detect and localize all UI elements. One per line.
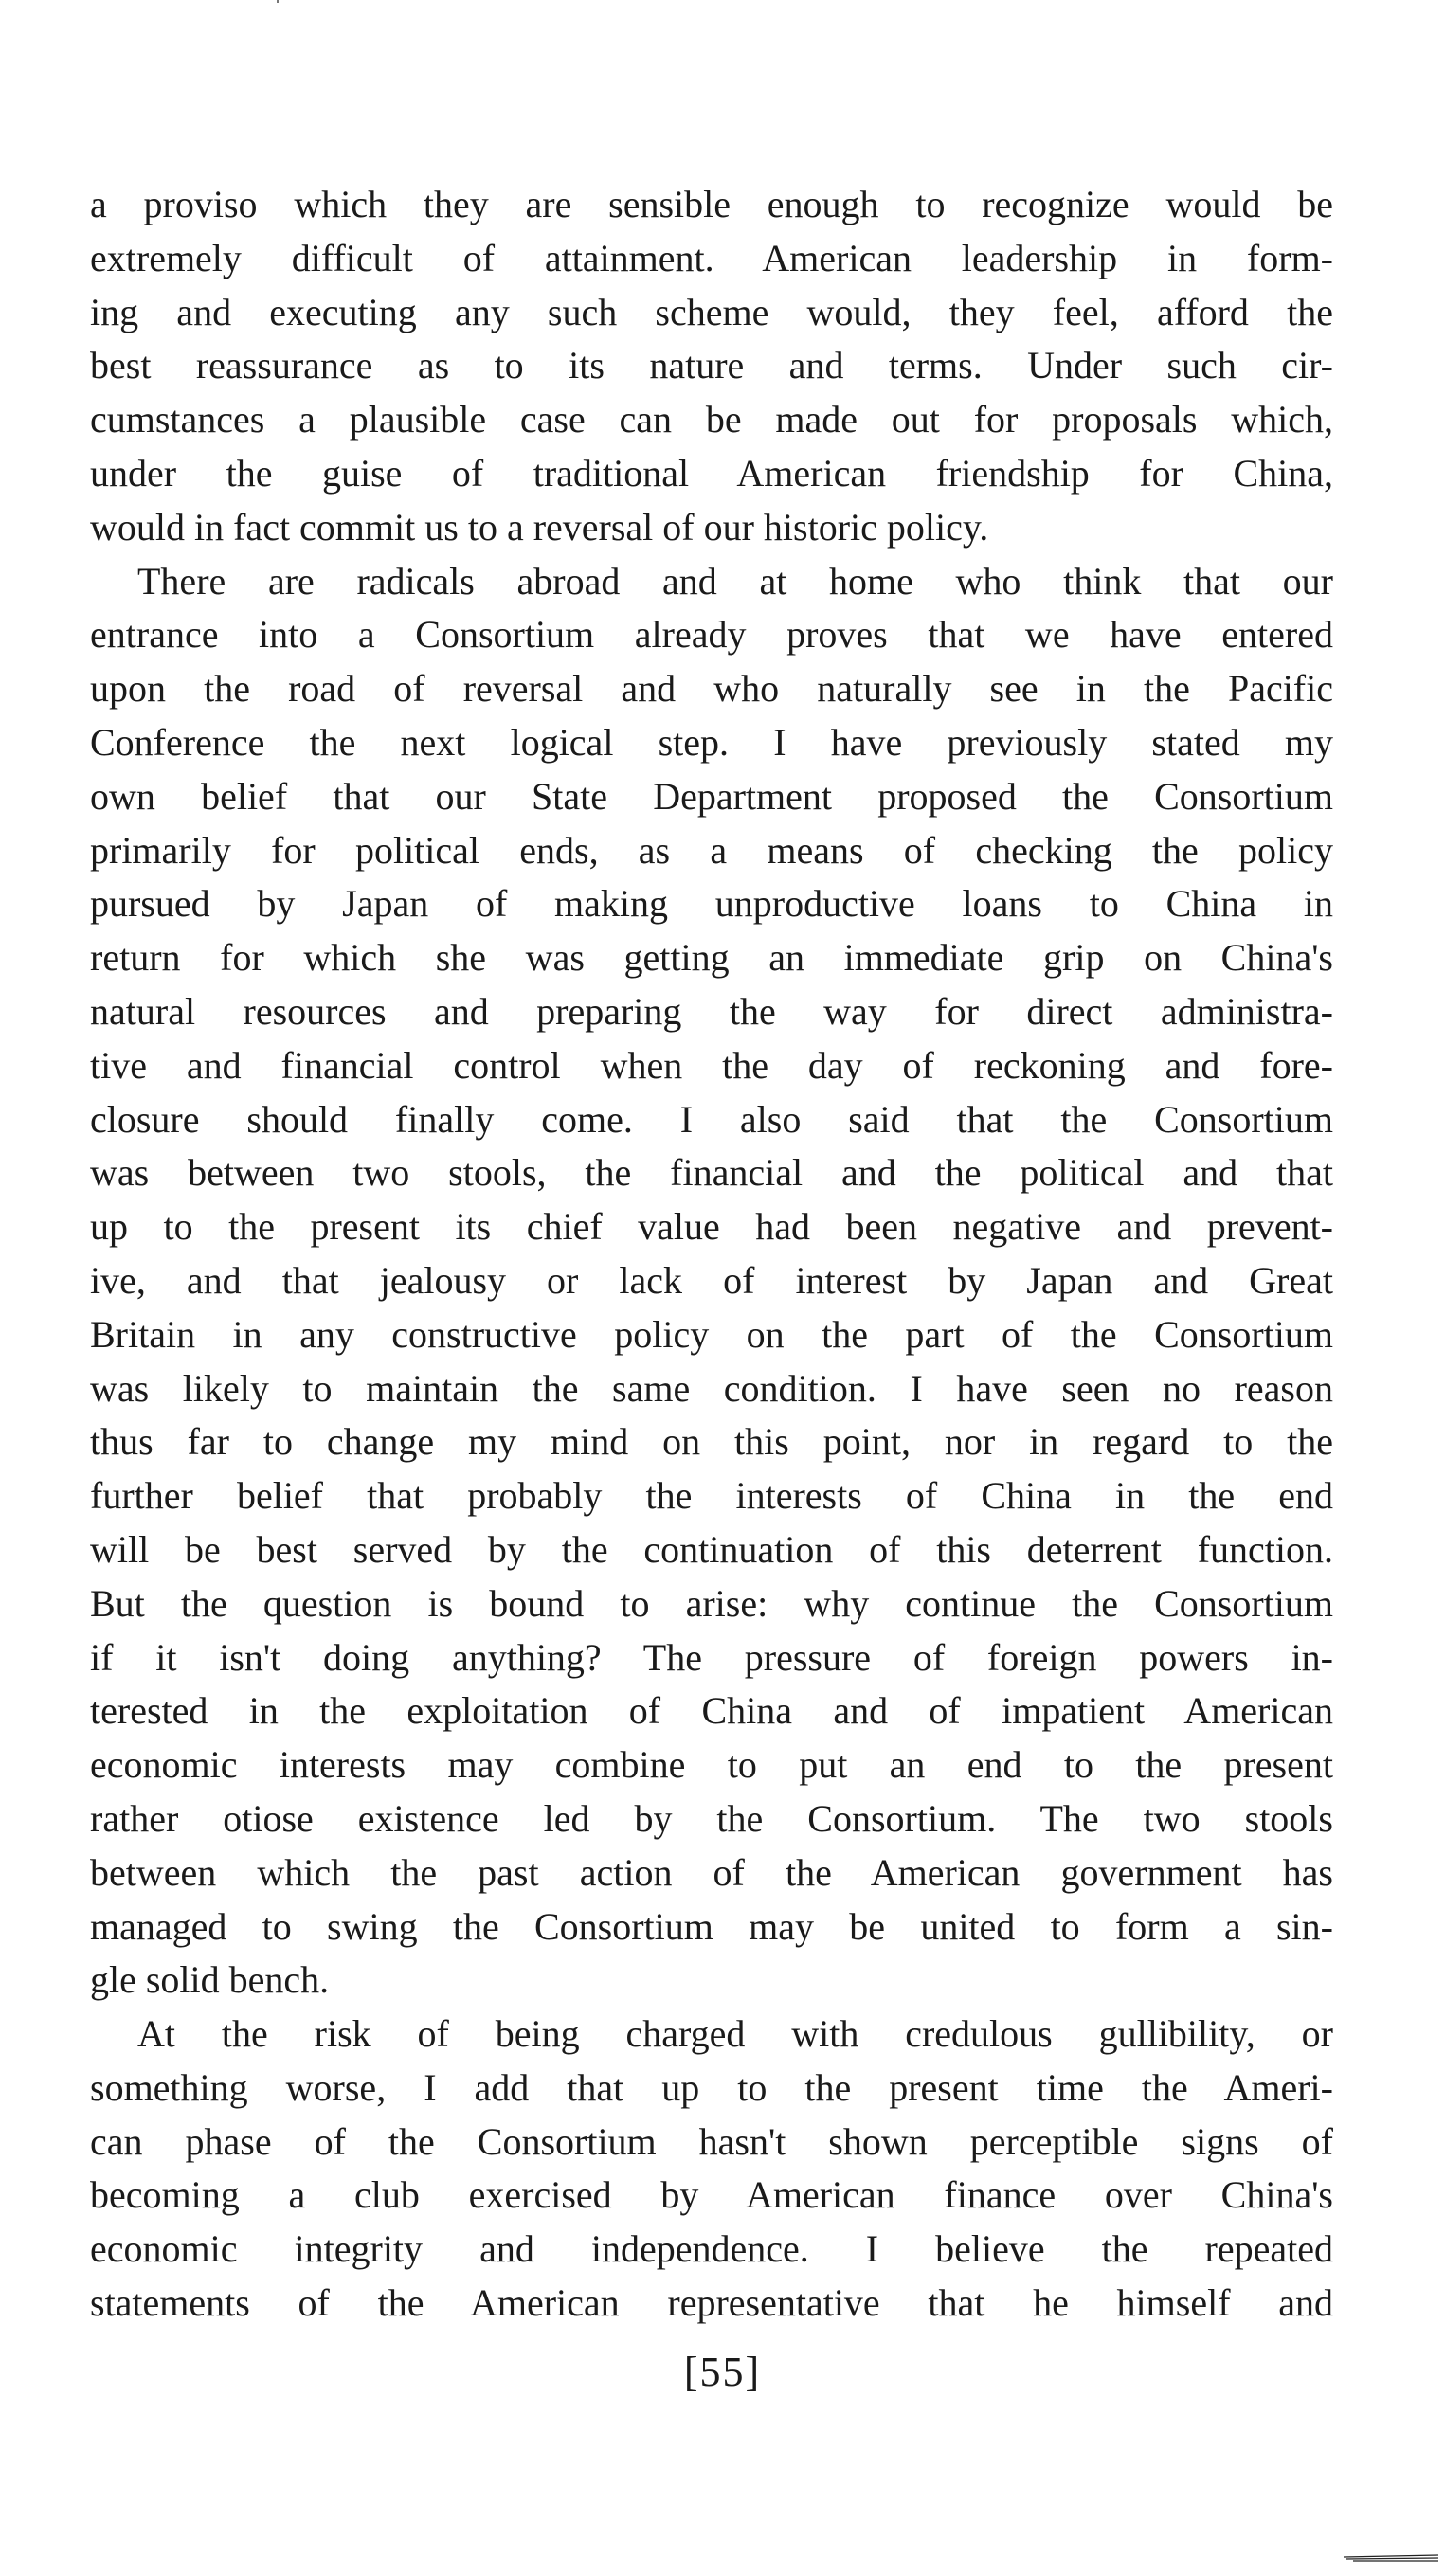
text-line: up to the present its chief value had been negative and prevent- [90, 1205, 1333, 1249]
text-line: closure should finally come. I also said that the Consortium [90, 1097, 1333, 1141]
text-line: between which the past action of the American government has [90, 1850, 1333, 1894]
text-line: ing and executing any such scheme would, they feel, afford the [90, 290, 1333, 333]
text-line: Conference the next logical step. I have previously stated my [90, 720, 1333, 764]
text-line: a proviso which they are sensible enough to recognize would be [90, 183, 1333, 225]
text-line: cumstances a plausible case can be made out for proposals which, [90, 398, 1333, 441]
text-line: if it isn't doing anything? The pressure of foreign powers in- [90, 1635, 1333, 1679]
text-line: further belief that probably the interests of China in the end [90, 1474, 1333, 1518]
text-line: becoming a club exercised by American finance over China's [90, 2173, 1333, 2217]
text-line: At the risk of being charged with credulous gullibility, or [137, 2012, 1333, 2056]
text-line: will be best served by the continuation of this deterrent function. [90, 1527, 1333, 1571]
text-line: best reassurance as to its nature and terms. Under such cir- [90, 344, 1333, 387]
text-line: economic interests may combine to put an end to the present [90, 1743, 1333, 1787]
text-line: natural resources and preparing the way for direct administra- [90, 989, 1333, 1033]
text-line: Britain in any constructive policy on the part of the Consortium [90, 1312, 1333, 1356]
text-line: managed to swing the Consortium may be united to form a sin- [90, 1904, 1333, 1948]
text-line: was likely to maintain the same condition. I have seen no reason [90, 1366, 1333, 1410]
text-line: economic integrity and independence. I believe the repeated [90, 2227, 1333, 2271]
text-line: entrance into a Consortium already proves that we have entered [90, 613, 1333, 657]
text-line: terested in the exploitation of China and of impatient American [90, 1689, 1333, 1733]
text-line: statements of the American representative that he himself and [90, 2281, 1333, 2325]
page-number: [55] [683, 2349, 762, 2395]
text-line: pursued by Japan of making unproductive loans to China in [90, 882, 1333, 926]
body-text [90, 178, 1333, 2331]
text-line: can phase of the Consortium hasn't shown perceptible signs of [90, 2119, 1333, 2163]
text-line: tive and financial control when the day of reckoning and fore- [90, 1043, 1333, 1087]
text-line: upon the road of reversal and who naturally see in the Pacific [90, 667, 1333, 711]
text-line: extremely difficult of attainment. American leadership in form- [90, 236, 1333, 279]
text-line: There are radicals abroad and at home who think that our [137, 559, 1333, 603]
text-line: something worse, I add that up to the present time the Ameri- [90, 2065, 1333, 2109]
scan-speck [277, 0, 279, 3]
text-line: return for which she was getting an immediate grip on China's [90, 936, 1333, 980]
text-line: under the guise of traditional American friendship for China, [90, 451, 1333, 495]
text-line: ive, and that jealousy or lack of interest by Japan and Great [90, 1258, 1333, 1302]
text-line: But the question is bound to arise: why continue the Consortium [90, 1581, 1333, 1625]
text-line: was between two stools, the financial and the political and that [90, 1151, 1333, 1195]
text-line: would in fact commit us to a reversal of our historic policy. [90, 505, 989, 549]
text-line: own belief that our State Department proposed the Consortium [90, 774, 1333, 818]
text-line: rather otiose existence led by the Consortium. The two stools [90, 1796, 1333, 1840]
text-line: primarily for political ends, as a means of checking the policy [90, 828, 1333, 872]
text-line: gle solid bench. [90, 1958, 330, 2002]
scan-edge-mark [1344, 2553, 1438, 2563]
text-line: thus far to change my mind on this point, nor in regard to the [90, 1420, 1333, 1464]
